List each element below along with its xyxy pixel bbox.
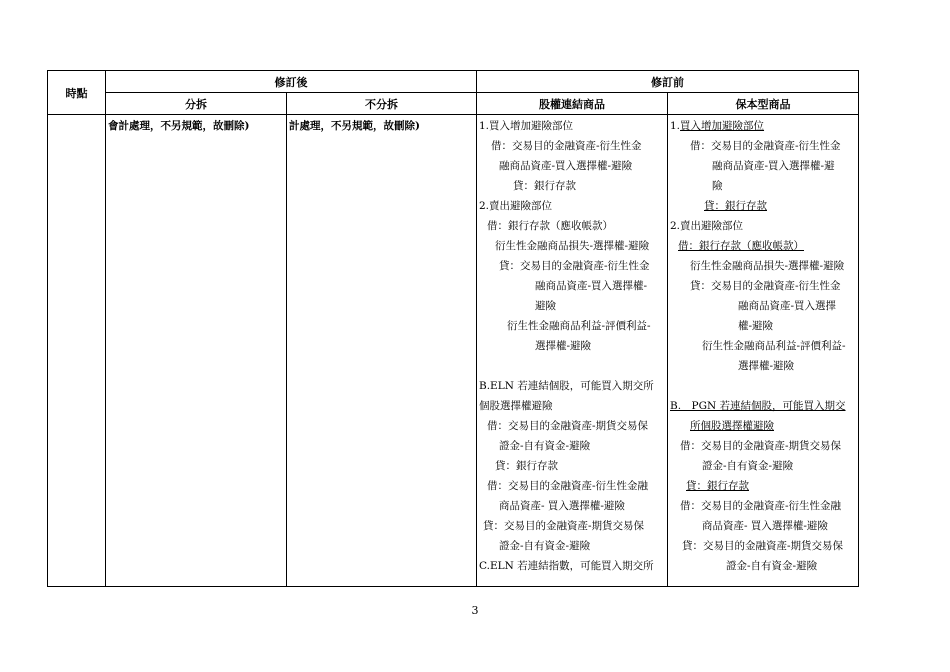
equity-line: 借：交易目的金融資產-衍生性金 [491, 140, 642, 152]
equity-line: 貸：交易目的金融資產-期貨交易保 [483, 520, 645, 532]
principal-line: 衍生性金融商品利益-評價利益- [702, 340, 846, 352]
equity-line: 借：交易目的金融資產-期貨交易保 [487, 420, 649, 432]
equity-line: 貸：交易目的金融資產-衍生性金 [499, 260, 650, 272]
principal-line: 所個股選擇權避險 [690, 420, 774, 432]
principal-line: 選擇權-避險 [738, 360, 795, 372]
equity-line: 貸：銀行存款 [513, 180, 576, 192]
equity-line: 融商品資產-買入選擇權- [535, 280, 648, 292]
principal-line: 貸：銀行存款 [686, 480, 749, 492]
principal-guaranteed-cell [668, 115, 859, 587]
header-equity-linked: 股權連結商品 [477, 93, 668, 115]
equity-line: 貸：銀行存款 [495, 460, 558, 472]
header-time: 時點 [48, 71, 106, 115]
equity-line: 避險 [535, 300, 556, 312]
equity-line: 商品資產- 買入選擇權-避險 [499, 500, 625, 512]
equity-line: 融商品資產-買入選擇權-避險 [499, 160, 633, 172]
principal-line: 險 [712, 180, 723, 192]
principal-line: 借：交易目的金融資產-期貨交易保 [680, 440, 842, 452]
principal-line: B. PGN 若連結個股，可能買入期交 [670, 400, 846, 412]
principal-line-underlined: 買入增加避險部位 [680, 120, 765, 132]
header-before: 修訂前 [477, 71, 859, 93]
principal-line: 貸：交易目的金融資產-衍生性金 [690, 280, 841, 292]
principal-line: 證金-自有資金-避險 [702, 460, 794, 472]
principal-line [668, 376, 858, 396]
principal-line: 借：交易目的金融資產-衍生性金 [690, 140, 841, 152]
equity-line: 證金-自有資金-避險 [499, 540, 591, 552]
equity-line: 衍生性金融商品損失-選擇權-避險 [495, 240, 650, 252]
header-split: 分拆 [106, 93, 287, 115]
equity-line [477, 356, 667, 376]
time-cell [48, 115, 106, 587]
principal-line: 權-避險 [738, 320, 774, 332]
equity-linked-cell [477, 115, 668, 587]
principal-line: 1.買入增加避險部位 [670, 120, 765, 132]
principal-line: 衍生性金融商品損失-選擇權-避險 [690, 260, 845, 272]
equity-line: 借：銀行存款（應收帳款） [487, 220, 613, 232]
principal-line: 融商品資產-買入選擇權-避 [712, 160, 835, 172]
principal-line: 商品資產- 買入選擇權-避險 [702, 520, 828, 532]
principal-line: 貸：銀行存款 [704, 200, 767, 212]
equity-line: 2.賣出避險部位 [479, 200, 553, 212]
header-principal-guaranteed: 保本型商品 [668, 93, 859, 115]
equity-line: B.ELN 若連結個股，可能買入期交所 [479, 380, 654, 392]
principal-line: 貸：交易目的金融資產-期貨交易保 [682, 540, 844, 552]
header-nosplit: 不分拆 [287, 93, 477, 115]
equity-line: 個股選擇權避險 [479, 400, 553, 412]
equity-line: 借：交易目的金融資產-衍生性金融 [487, 480, 649, 492]
principal-line: 2.賣出避險部位 [670, 220, 744, 232]
header-after: 修訂後 [106, 71, 477, 93]
nosplit-cell: 計處理，不另規範，故刪除) [287, 115, 477, 587]
equity-line: 1.買入增加避險部位 [479, 120, 574, 132]
revision-table [47, 70, 859, 587]
page-number: 3 [471, 604, 479, 617]
principal-line: 融商品資產-買入選擇 [738, 300, 837, 312]
equity-line: C.ELN 若連結指數，可能買入期交所 [479, 560, 654, 572]
principal-line: 證金-自有資金-避險 [726, 560, 818, 572]
equity-line: 選擇權-避險 [535, 340, 592, 352]
split-cell: 會計處理，不另規範，故刪除) [106, 115, 287, 587]
equity-line: 證金-自有資金-避險 [499, 440, 591, 452]
principal-line: 借：交易目的金融資產-衍生性金融 [680, 500, 842, 512]
equity-line: 衍生性金融商品利益-評價利益- [507, 320, 651, 332]
principal-line: 借：銀行存款（應收帳款） [678, 240, 804, 252]
